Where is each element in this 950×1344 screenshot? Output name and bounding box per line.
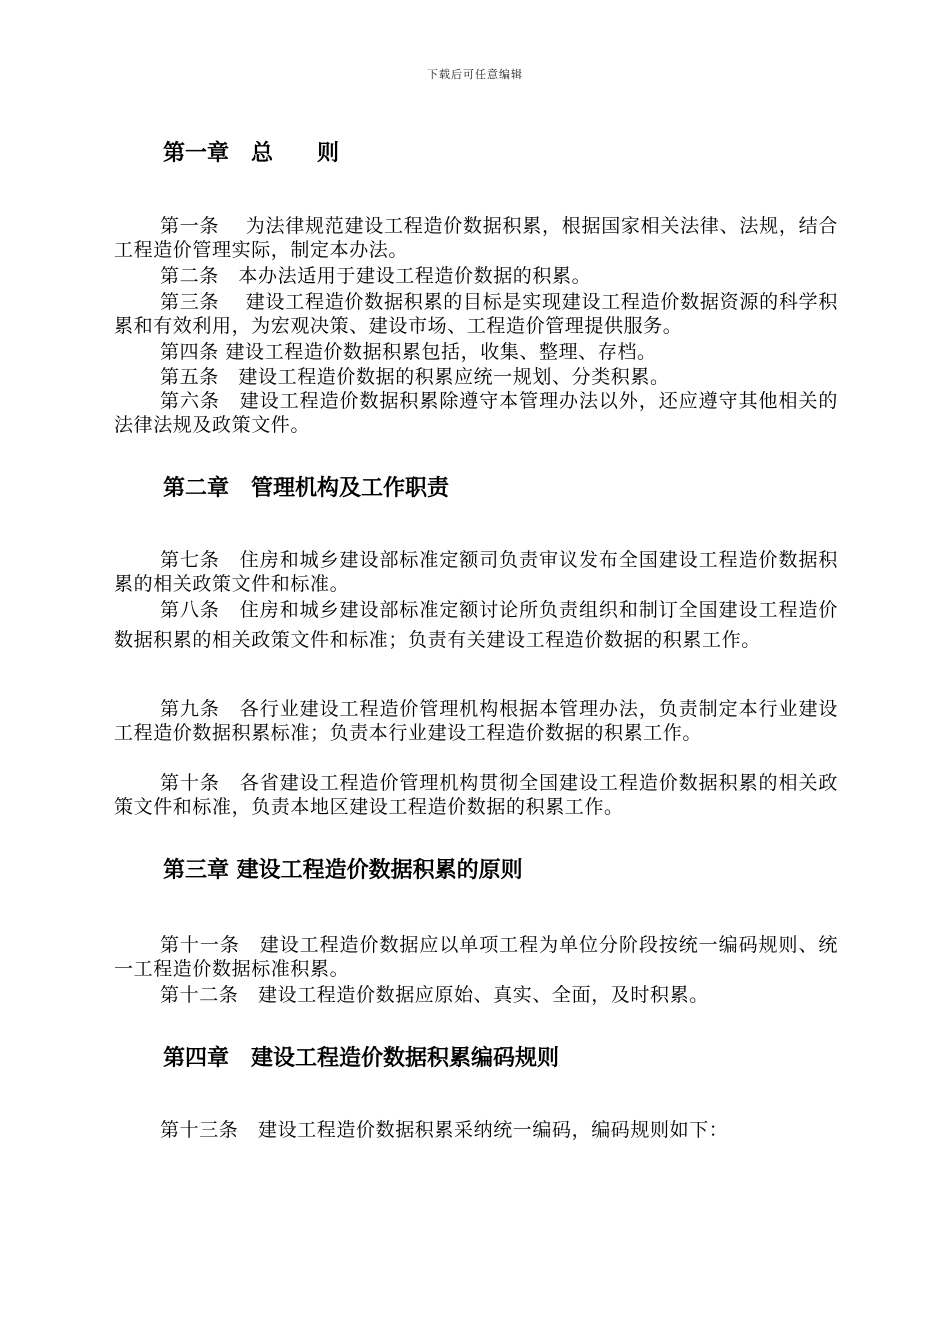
chapter-4-title: 第四章 建设工程造价数据积累编码规则 [163,1046,560,1071]
page-header: 下载后可任意编辑 [427,68,523,81]
article-12: 第十二条 建设工程造价数据应原始、真实、全面，及时积累。 [160,984,709,1006]
chapter-2-title: 第二章 管理机构及工作职责 [163,476,450,501]
article-11: 第十一条 建设工程造价数据应以单项工程为单位分阶段按统一编码规则、统一工程造价数据标准积累。 [114,934,838,980]
article-2: 第二条 本办法适用于建设工程造价数据的积累。 [160,265,592,287]
chapter-3-title: 第三章 建设工程造价数据积累的原则 [163,858,523,883]
article-13: 第十三条 建设工程造价数据积累采纳统一编码，编码规则如下： [160,1119,729,1141]
article-6: 第六条 建设工程造价数据积累除遵守本管理办法以外，还应遵守其他相关的法律法规及政策文件。 [114,390,838,436]
article-7: 第七条 住房和城乡建设部标准定额司负责审议发布全国建设工程造价数据积累的相关政策文件和标准。 [114,549,838,595]
article-8: 第八条 住房和城乡建设部标准定额讨论所负责组织和制订全国建设工程造价数据积累的相关政策文件和标准；负责有关建设工程造价数据的积累工作。 [114,599,838,651]
article-10: 第十条 各省建设工程造价管理机构贯彻全国建设工程造价数据积累的相关政策文件和标准，负责本地区建设工程造价数据的积累工作。 [114,772,838,818]
article-1: 第一条 为法律规范建设工程造价数据积累，根据国家相关法律、法规，结合工程造价管理实际，制定本办法。 [114,215,838,261]
article-4: 第四条 建设工程造价数据积累包括，收集、整理、存档。 [160,341,657,363]
article-3: 第三条 建设工程造价数据积累的目标是实现建设工程造价数据资源的科学积累和有效利用，为宏观决策、建设市场、工程造价管理提供服务。 [114,291,838,337]
article-5: 第五条 建设工程造价数据的积累应统一规划、分类积累。 [160,366,670,388]
chapter-1-title: 第一章 总 则 [163,141,340,166]
article-9: 第九条 各行业建设工程造价管理机构根据本管理办法，负责制定本行业建设工程造价数据积累标准；负责本行业建设工程造价数据的积累工作。 [114,698,838,744]
